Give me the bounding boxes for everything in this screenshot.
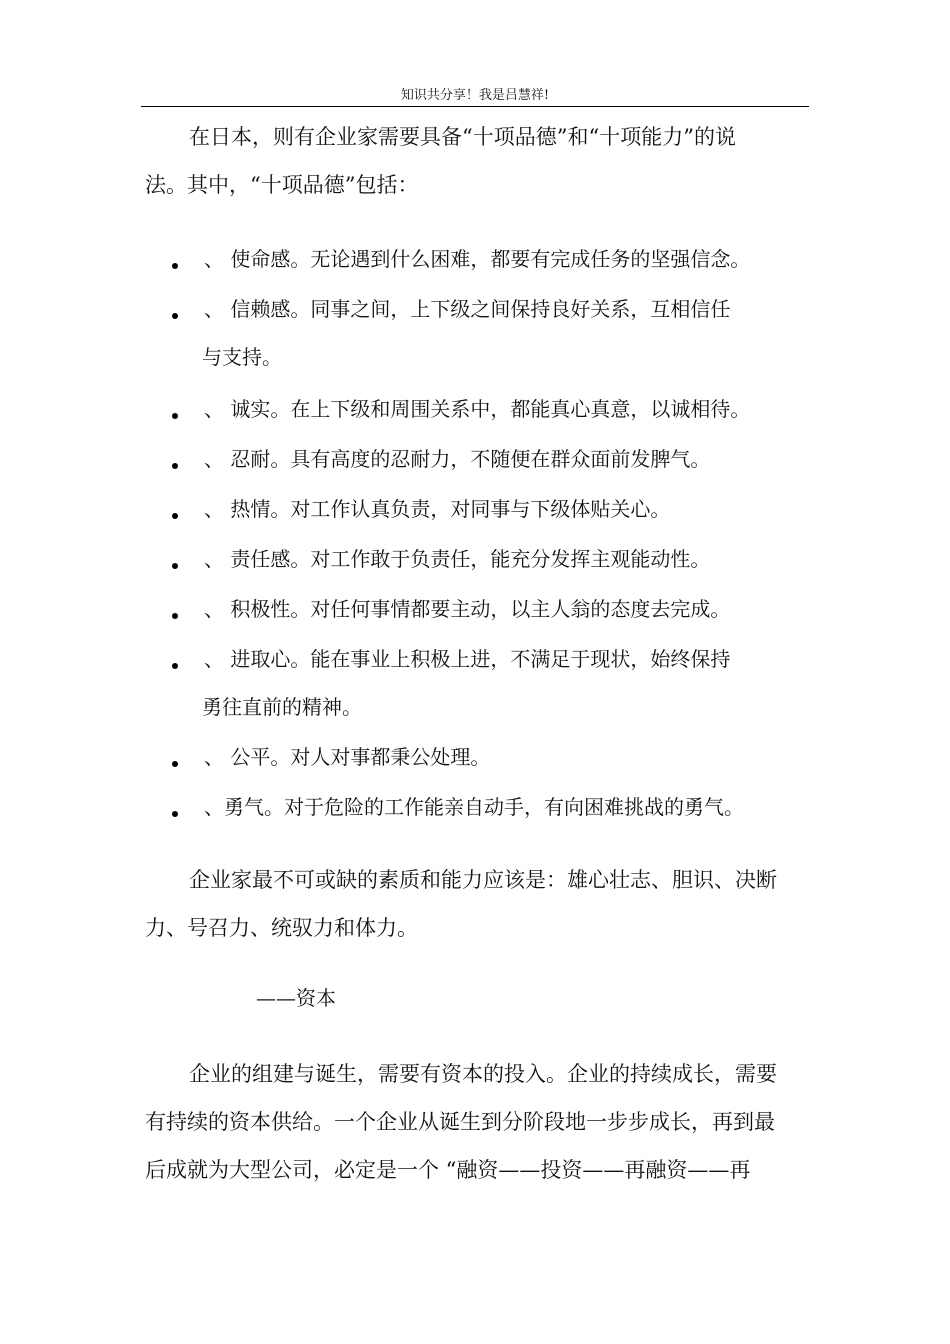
bullet-icon [172,613,178,619]
list-item [0,634,950,684]
list-item [0,434,950,484]
list-item [0,484,950,534]
list-item [0,534,950,584]
list-item-text: 、 责任感。对工作敢于负责任，能充分发挥主观能动性。 [204,547,711,571]
list-item [0,234,950,284]
list-item-text: 、 忍耐。具有高度的忍耐力，不随便在群众面前发脾气。 [204,447,711,471]
list-item [0,782,950,832]
bullet-icon [172,811,178,817]
intro-line-2: 法。其中，“十项品德”包括： [145,173,419,197]
capital-line-3: 后成就为大型公司，必定是一个 “融资——投资——再融资——再 [145,1158,751,1182]
bullet-icon [172,563,178,569]
capital-line-2: 有持续的资本供给。一个企业从诞生到分阶段地一步步成长，再到最 [145,1110,775,1134]
list-item-text: 、 积极性。对任何事情都要主动，以主人翁的态度去完成。 [204,597,731,621]
list-item-continuation: 与支持。 [202,345,282,369]
list-item [0,384,950,434]
list-item-text: 、 进取心。能在事业上积极上进，不满足于现状，始终保持 [204,647,731,671]
bullet-icon [172,313,178,319]
bullet-icon [172,663,178,669]
capital-line-1: 企业的组建与诞生，需要有资本的投入。企业的持续成长，需要 [189,1062,777,1086]
list-item-text: 、 公平。对人对事都秉公处理。 [204,745,491,769]
bullet-icon [172,463,178,469]
bullet-icon [172,513,178,519]
list-item [0,584,950,634]
qualities-line-1: 企业家最不可或缺的素质和能力应该是：雄心壮志、胆识、决断 [189,868,777,892]
qualities-line-2: 力、号召力、统驭力和体力。 [145,916,418,940]
bullet-icon [172,413,178,419]
list-item-text: 、 信赖感。同事之间，上下级之间保持良好关系，互相信任 [204,297,731,321]
intro-line-1: 在日本，则有企业家需要具备“十项品德”和“十项能力”的说 [189,125,736,149]
list-item [0,732,950,782]
list-item-text: 、 诚实。在上下级和周围关系中，都能真心真意，以诚相待。 [204,397,751,421]
section-title: ——资本 [256,986,336,1010]
list-item-continuation: 勇往直前的精神。 [202,695,362,719]
list-item-text: 、 使命感。无论遇到什么困难，都要有完成任务的坚强信念。 [204,247,751,271]
list-item [0,284,950,334]
list-item-text: 、勇气。对于危险的工作能亲自动手，有向困难挑战的勇气。 [204,795,744,819]
bullet-icon [172,761,178,767]
list-item-text: 、 热情。对工作认真负责，对同事与下级体贴关心。 [204,497,671,521]
bullet-icon [172,263,178,269]
page-header: 知识共分享！我是吕慧祥! [141,86,809,107]
